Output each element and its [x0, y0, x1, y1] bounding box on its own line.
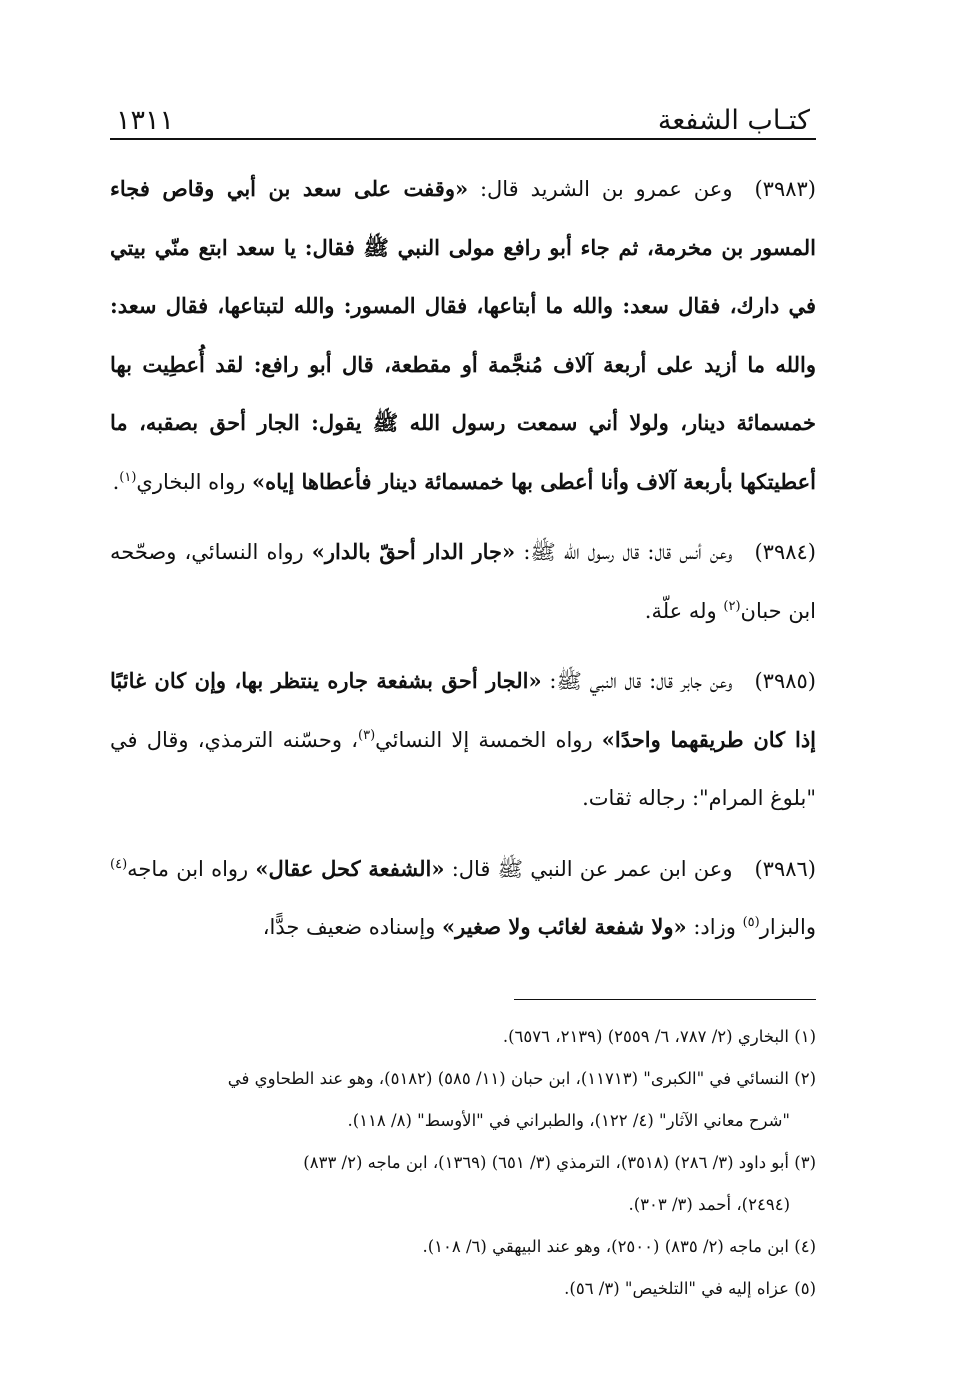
footnotes — [110, 1016, 816, 1310]
hadith-source: رواه النسائي، وصحّحه ابن حبان — [110, 540, 816, 623]
hadith-3985 — [110, 652, 816, 828]
footnote-1: (١) البخاري (٢/ ٧٨٧، ٦/ ٢٥٥٩) (٢١٣٩، ٦٥٧٦). — [502, 1026, 816, 1046]
footnote-3-continued: (٢٤٩٤)، أحمد (٣/ ٣٠٣). — [628, 1194, 790, 1214]
page — [110, 86, 816, 1310]
hadith-number: (٣٩٨٣) — [754, 177, 816, 201]
hadith-3986 — [110, 840, 816, 957]
footnote-ref[interactable]: (١) — [119, 469, 137, 485]
footnote-ref[interactable]: (٥) — [742, 915, 760, 930]
hadith-number: (٣٩٨٦) — [754, 856, 816, 881]
hadith-text: وعن جابر قال: قال النبي ﷺ: — [541, 669, 733, 693]
page-number: ١٣١١ — [116, 105, 175, 136]
hadith-text: وزاد: — [686, 915, 743, 939]
footnote-3: (٣) أبو داود (٣/ ٢٨٦) (٣٥١٨)، الترمذي (٣/ ٦٥١) (١٣٦٩)، ابن ماجه (٢/ ٨٣٣) — [303, 1152, 816, 1172]
footnote-separator — [514, 999, 816, 1000]
hadith-quote: «الشفعة كحل عقال» — [255, 855, 445, 881]
hadith-3984 — [110, 523, 816, 640]
hadith-quote: «جار الدار أحقّ بالدار» — [311, 539, 516, 564]
book-title: كتـاب الشفعة — [657, 105, 810, 136]
hadith-number: (٣٩٨٥) — [754, 669, 816, 693]
hadith-text-end: وله علّة. — [644, 598, 724, 623]
footnote-ref[interactable]: (٢) — [723, 598, 741, 614]
hadith-number: (٣٩٨٤) — [754, 540, 816, 564]
hadith-text: وعن عمرو بن الشريد قال: — [468, 177, 733, 201]
footnote-4: (٤) ابن ماجه (٢/ ٨٣٥) (٢٥٠٠)، وهو عند البيهقي (٦/ ١٠٨). — [422, 1236, 816, 1256]
footnote-5: (٥) عزاه إليه في "التلخيص" (٣/ ٥٦). — [564, 1278, 816, 1298]
footnote-ref[interactable]: (٣) — [358, 727, 376, 743]
hadith-source: رواه الخمسة إلا النسائي — [375, 727, 602, 752]
hadith-text: والبزار — [759, 915, 816, 939]
hadith-text-end: وإسناده ضعيف جدًّا، — [262, 915, 443, 939]
hadith-text-end: ، وحسّنه الترمذي، وقال في "بلوغ المرام": رجاله ثقات. — [110, 727, 816, 810]
hadith-text: وعن ابن عمر عن النبي ﷺ قال: — [444, 856, 733, 881]
footnote-2: (٢) النسائي في "الكبرى" (١١٧١٣)، ابن حبان (١١/ ٥٨٥) (٥١٨٢)، وهو عند الطحاوي في — [227, 1068, 816, 1088]
hadith-quote: «الجار أحق بشفعة جاره ينتظر بها، وإن كان غائبًا إذا كان طريقهما واحدًا» — [110, 668, 817, 752]
hadith-text: وعن أنس قال: قال رسول الله ﷺ: — [515, 540, 733, 564]
main-text — [110, 160, 816, 957]
hadith-source: رواه ابن ماجه — [127, 856, 256, 881]
footnote-ref[interactable]: (٤) — [110, 856, 128, 872]
hadith-quote: «وقفت على سعد بن أبي وقاص فجاء المسور بن مخرمة، ثم جاء أبو رافع مولى النبي ﷺ فقال: يا سعد ابتع منّي بيتي في دارك، فقال سعد: والله ما أبتاعها، فقال المسور: والله لتبتاعها، فقال سعد: والله ما أزيد على أربعة آلاف مُنجَّمة أو مقطعة، قال أبو رافع: لقد أُعطِيت بها خمسمائة دينار، ولولا أني سمعت رسول الله ﷺ يقول: الجار أحق بصقبه، ما أعطيتكها بأربعة آلاف وأنا أعطى بها خمسمائة دينار فأعطاها إياه» — [110, 176, 816, 494]
page-header — [110, 86, 816, 140]
hadith-text-end: . — [112, 469, 120, 494]
footnote-2-continued: "شرح معاني الآثار" (٤/ ١٢٢)، والطبراني في "الأوسط" (٨/ ١١٨). — [347, 1110, 790, 1130]
hadith-quote: «ولا شفعة لغائب ولا صغير» — [442, 914, 687, 939]
hadith-source: رواه البخاري — [136, 469, 252, 494]
hadith-3983 — [110, 160, 816, 511]
